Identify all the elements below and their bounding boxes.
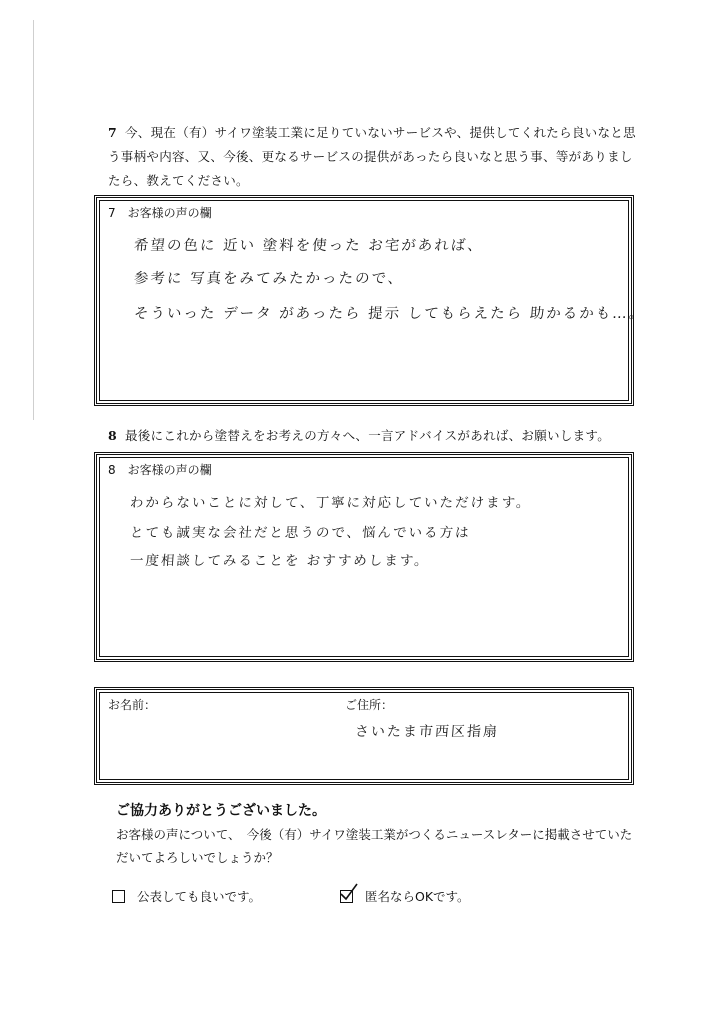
checkmark-icon — [339, 882, 359, 902]
option-anonymous-label: 匿名ならOKです。 — [365, 889, 470, 904]
name-label: お名前： — [108, 698, 157, 712]
answer-8-line-1: わからないことに対して、丁寧に対応していただけます。 — [129, 495, 533, 511]
checkbox-anonymous[interactable] — [340, 890, 353, 903]
answer-box-7 — [96, 197, 646, 404]
answer-box-8 — [96, 454, 632, 660]
question-7-text: 今、現在（有）サイワ塗装工業に足りていないサービスや、提供してくれたら良いなと思う事柄や内容、又、今後、更なるサービスの提供があったら良いなと思う事、等がありましたら、教えてください。 — [108, 125, 636, 188]
question-8-text: 最後にこれから塗替えをお考えの方々へ、一言アドバイスがあれば、お願いします。 — [125, 428, 611, 443]
checkbox-public[interactable] — [112, 890, 125, 903]
contact-info-box — [96, 689, 632, 783]
answer-7-line-1: 希望の色に 近い 塗料を使った お宅があれば、 — [133, 238, 485, 254]
question-7-number: 7 — [108, 125, 117, 140]
option-public[interactable] — [112, 887, 261, 905]
question-8 — [108, 424, 638, 448]
consent-question: お客様の声について、 今後（有）サイワ塗装工業がつくるニュースレターに掲載させていただいてよろしいでしょうか？ — [116, 827, 633, 865]
answer-8-line-2: とても誠実な会社だと思うので、悩んでいる方は — [129, 525, 472, 541]
thanks-heading: ご協力ありがとうございました。 — [116, 803, 326, 819]
answer-box-7-label: 7 お客様の声の欄 — [108, 206, 212, 220]
option-anonymous[interactable] — [340, 887, 470, 905]
address-value: さいたま市西区指扇 — [354, 724, 500, 740]
address-label: ご住所： — [345, 698, 394, 712]
question-8-number: 8 — [108, 428, 117, 443]
question-7 — [108, 121, 638, 193]
answer-7-line-3: そういった データ があったら 提示 してもらえたら 助かるかも…。 — [133, 306, 646, 322]
left-margin-line — [33, 20, 34, 420]
option-public-label: 公表しても良いです。 — [137, 889, 262, 904]
answer-7-line-2: 参考に 写真をみてみたかったので、 — [133, 271, 405, 287]
answer-box-8-label: 8 お客様の声の欄 — [108, 463, 212, 477]
answer-8-line-3: 一度相談してみることを おすすめします。 — [129, 553, 431, 569]
